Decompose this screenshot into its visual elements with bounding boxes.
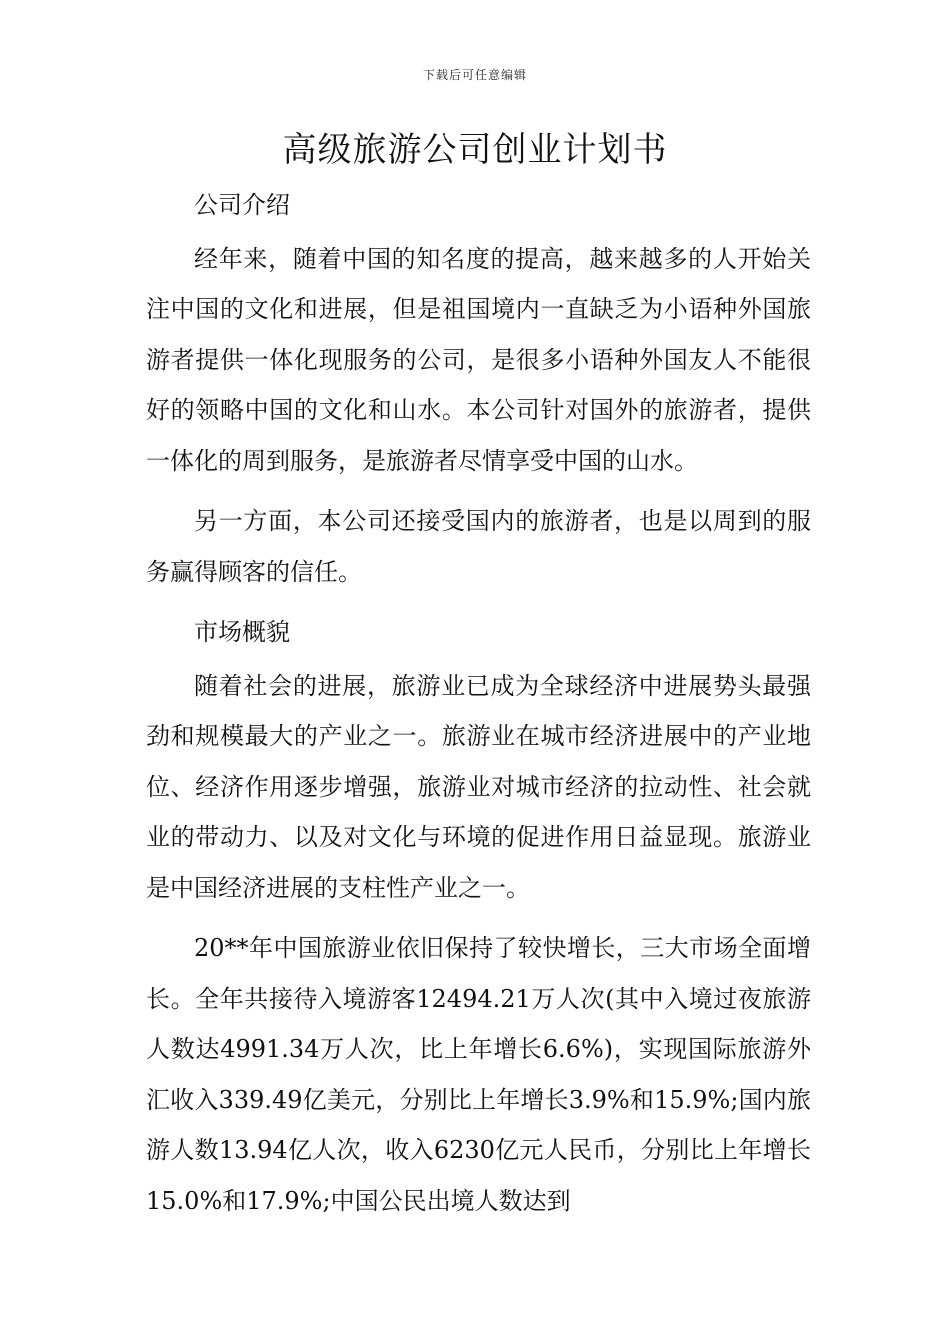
header-note: 下载后可任意编辑 <box>422 68 527 82</box>
document-title: 高级旅游公司创业计划书 <box>282 130 668 170</box>
paragraph-market-overview-2: 20**年中国旅游业依旧保持了较快增长，三大市场全面增长。全年共接待入境游客12494.21万人次(其中入境过夜旅游人数达4991.34万人次，比上年增长6.6%)，实现国际旅游外汇收入339.49亿美元，分别比上年增长3.9%和15.9%;国内旅游人数13.94亿人次，收入6230亿元人民币，分别比上年增长15.0%和17.9%;中国公民出境人数达到 <box>146 934 811 1215</box>
paragraph-company-intro-2: 另一方面，本公司还接受国内的旅游者，也是以周到的服务赢得顾客的信任。 <box>146 507 811 586</box>
section-heading-company-intro: 公司介绍 <box>194 191 290 219</box>
paragraph-market-overview-1: 随着社会的进展，旅游业已成为全球经济中进展势头最强劲和规模最大的产业之一。旅游业在城市经济进展中的产业地位、经济作用逐步增强，旅游业对城市经济的拉动性、社会就业的带动力、以及对文化与环境的促进作用日益显现。旅游业是中国经济进展的支柱性产业之一。 <box>146 671 811 902</box>
paragraph-company-intro-1: 经年来，随着中国的知名度的提高，越来越多的人开始关注中国的文化和进展，但是祖国境内一直缺乏为小语种外国旅游者提供一体化现服务的公司，是很多小语种外国友人不能很好的领略中国的文化和山水。本公司针对国外的旅游者，提供一体化的周到服务，是旅游者尽情享受中国的山水。 <box>146 244 811 475</box>
section-heading-market-overview: 市场概貌 <box>194 618 290 646</box>
document-body <box>146 180 811 1226</box>
